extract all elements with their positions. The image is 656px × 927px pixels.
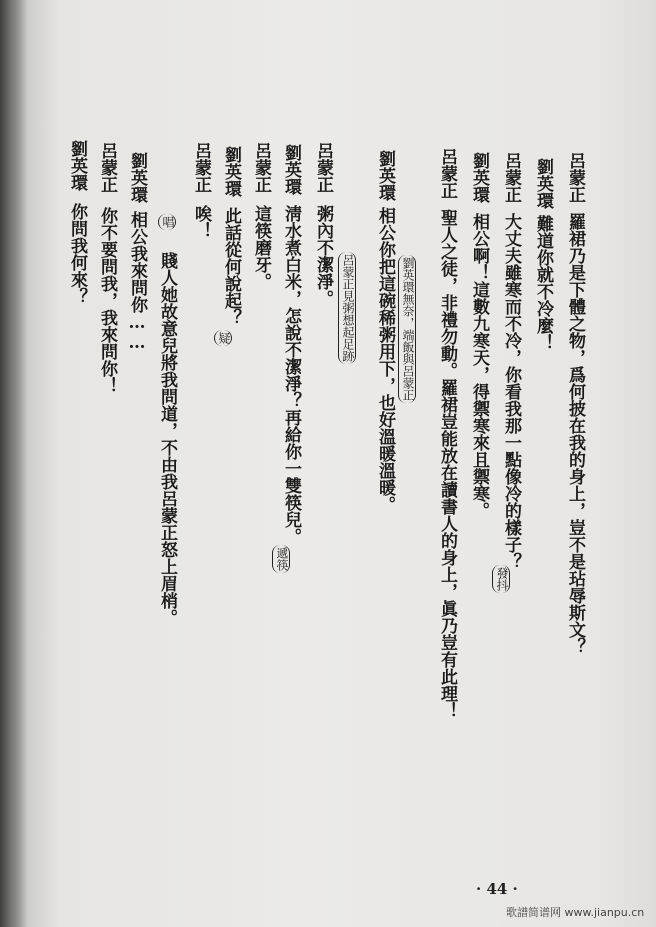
dialogue-text: 你不要問我，我來問你！ [97, 207, 117, 394]
speaker-name: 呂蒙正 [97, 142, 117, 193]
speaker-name: 呂蒙正 [191, 142, 211, 193]
speaker-name: 劉英環 [469, 152, 489, 203]
speaker-name: 劉英環 [67, 140, 87, 191]
script-line-2 [530, 158, 552, 351]
script-line-14 [154, 252, 176, 626]
script-line-13 [188, 142, 210, 239]
speaker-name: 呂蒙正 [251, 142, 271, 193]
speaker-name: 劉英環 [281, 144, 301, 195]
stage-direction: 發抖 [492, 565, 510, 593]
script-line-9 [310, 142, 332, 307]
speaker-name: 呂蒙正 [501, 152, 521, 203]
script-line-4 [466, 152, 488, 519]
speaker-name: 呂蒙正 [437, 148, 457, 199]
speaker-name: 呂蒙正 [313, 142, 333, 193]
watermark: 歌譜简谱网 www.jianpu.cn [506, 906, 645, 919]
dialogue-text: 難道你就不冷麼！ [533, 215, 553, 351]
dialogue-text: 此話從何說起？ [221, 207, 241, 326]
dialogue-text: 羅裙乃是下體之物，爲何披在我的身上，豈不是玷辱斯文？ [565, 213, 585, 655]
script-line-5 [434, 148, 456, 719]
dialogue-text: 粥內不潔淨。 [313, 205, 333, 307]
speaker-name: 劉英環 [127, 152, 147, 203]
dialogue-text: 你問我何來？ [67, 203, 87, 305]
script-line-17 [64, 140, 86, 305]
sung-marker: 唱 [158, 214, 176, 230]
dialogue-text: 相公啊！這數九寒天，得禦寒來且禦寒。 [469, 213, 489, 519]
speaker-name: 劉英環 [221, 146, 241, 197]
dialogue-text: 唉！ [191, 205, 211, 239]
script-line-1 [562, 152, 584, 655]
script-line-10 [278, 144, 300, 545]
dialogue-text: 賤人她故意兒將我問道，不由我呂蒙正怒上眉梢。 [157, 252, 177, 626]
script-line-3 [498, 152, 520, 570]
script-line-16 [94, 142, 116, 394]
script-line-12 [218, 146, 240, 326]
speaker-name: 劉英環 [375, 150, 395, 201]
dialogue-text: 相公你把這碗稀粥用下，也好溫暖溫暖。 [375, 207, 395, 513]
speaker-name: 劉英環 [533, 158, 553, 209]
script-line-7 [372, 150, 394, 513]
dialogue-text: 這筷磨牙。 [251, 205, 271, 290]
dialogue-text: 大丈夫雖寒而不冷，你看我那一點像冷的樣子？ [501, 213, 521, 570]
speaker-name: 呂蒙正 [565, 152, 585, 203]
stage-direction: 呂蒙正見粥想起足跡 [338, 252, 356, 364]
script-line-11 [248, 142, 270, 290]
dialogue-text: 相公我來問你…… [127, 211, 147, 353]
stage-direction: 疑 [214, 330, 232, 346]
page-number: · 44 · [476, 880, 518, 898]
book-gutter [0, 0, 28, 927]
dialogue-text: 聖人之徒，非禮勿動。羅裙豈能放在讀書人的身上，眞乃豈有此理！ [437, 209, 457, 719]
stage-direction: 劉英環無奈，端飯與呂蒙正 [398, 255, 416, 403]
dialogue-text: 淸水煮白米，怎說不潔淨？再給你一雙筷兒。 [281, 205, 301, 545]
stage-direction: 遞筷 [272, 545, 290, 573]
script-line-15 [124, 152, 146, 353]
